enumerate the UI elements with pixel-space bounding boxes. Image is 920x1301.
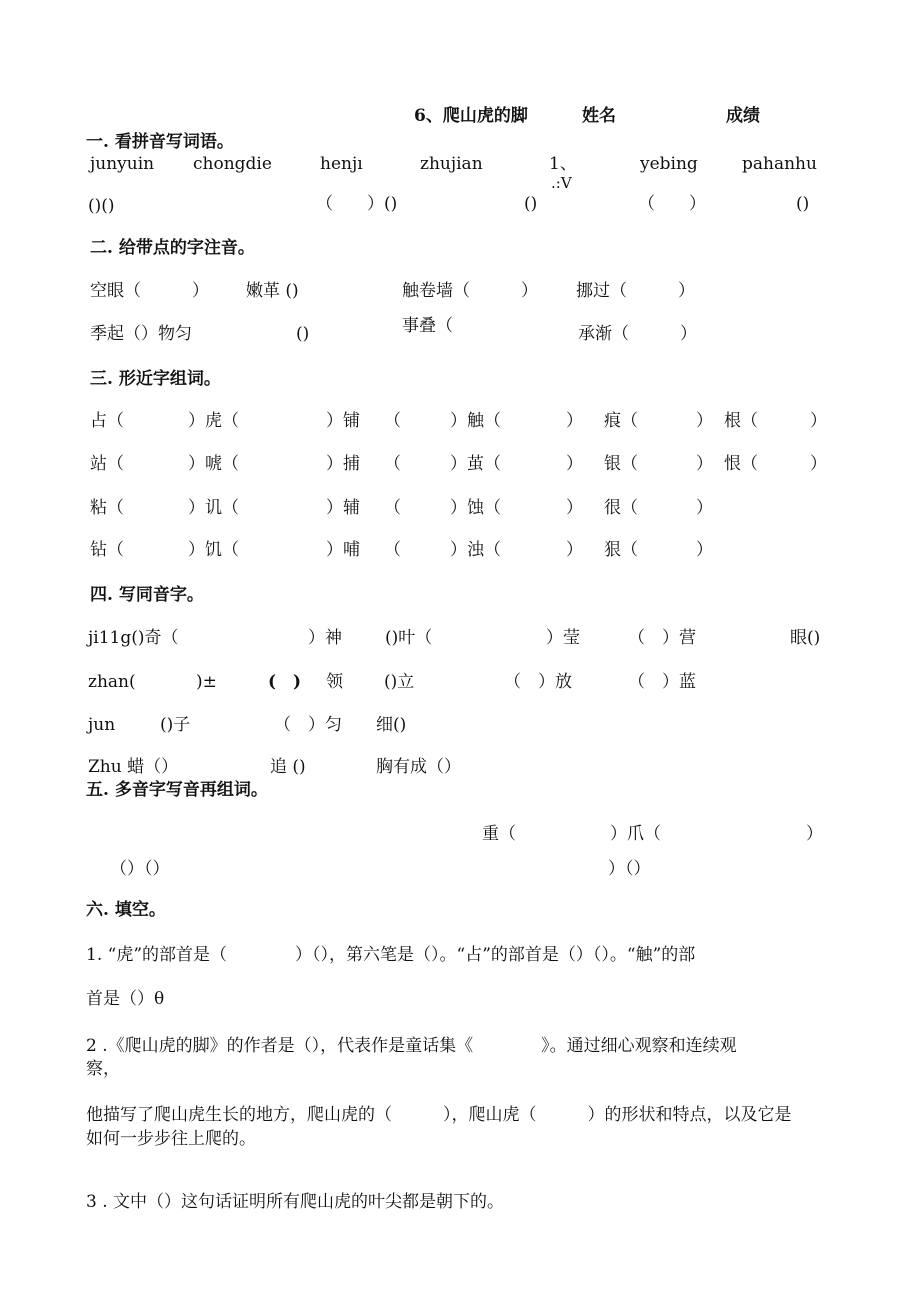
s2-item: () [296, 324, 310, 344]
answer-blank-2: （ ）() [316, 194, 398, 214]
stray-mark: .:V [551, 174, 572, 192]
s3-cell: ） [566, 411, 583, 431]
s4-item: ()子 [160, 715, 191, 735]
s4-item: 领 [326, 672, 343, 692]
s3-cell: ）蚀（ [450, 498, 501, 518]
pinyin-5: 1、 [549, 154, 577, 174]
s3-cell: 狠（ [604, 540, 638, 560]
s2-item: 嫩革 () [246, 281, 299, 301]
s2-item: 事叠（ [402, 316, 453, 336]
pinyin-7: pahanhu [742, 154, 817, 174]
s4-item: （ ）匀 [274, 715, 342, 735]
s2-item: 空眼（ ） [90, 281, 209, 301]
s4-item: ）莹 [546, 628, 580, 648]
s2-item: 承渐（ ） [578, 324, 697, 344]
score-label: 成绩 [726, 106, 760, 126]
s3-cell: 很（ [604, 498, 638, 518]
s5-item: ） [806, 824, 823, 844]
question-2-line-1: 2 .《爬山虎的脚》的作者是（），代表作是童话集《 》。通过细心观察和连续观 [86, 1036, 737, 1056]
pinyin-1: junyuin [90, 154, 155, 174]
question-2-line-3: 他描写了爬山虎生长的地方，爬山虎的（ ），爬山虎（ ）的形状和特点，以及它是 [86, 1105, 792, 1125]
s4-item: （ ）放 [504, 672, 572, 692]
pinyin-2: chongdie [193, 154, 272, 174]
section-4-heading: 四. 写同音字。 [90, 585, 204, 605]
s3-cell: 根（ [724, 411, 758, 431]
s3-cell: ） [566, 540, 583, 560]
s3-cell: ）捕 [326, 454, 360, 474]
section-3-heading: 三. 形近字组词。 [90, 369, 221, 389]
answer-blank-4: （ ） [638, 194, 706, 214]
s3-cell: ）浊（ [450, 540, 501, 560]
answer-blank-5: () [796, 194, 810, 214]
answer-blank-3: () [524, 194, 538, 214]
s3-cell: （ [384, 454, 401, 474]
s4-item: jun [88, 715, 116, 735]
question-2-line-2: 察， [86, 1059, 120, 1079]
s5-item: ）爪（ [610, 824, 661, 844]
s4-item: ( ) [268, 672, 302, 692]
s3-cell: ）讥（ [188, 498, 239, 518]
s3-cell: ）哺 [326, 540, 360, 560]
s4-item: 追 () [270, 757, 306, 777]
s2-item: 季起（）物匀 [90, 324, 192, 344]
s3-cell: ）饥（ [188, 540, 239, 560]
pinyin-6: yebing [640, 154, 698, 174]
s3-cell: （ [384, 540, 401, 560]
s3-cell: ）触（ [450, 411, 501, 431]
s3-cell: ）唬（ [188, 454, 239, 474]
question-3: 3 . 文中（）这句话证明所有爬山虎的叶尖都是朝下的。 [86, 1192, 505, 1212]
s3-cell: ） [696, 540, 713, 560]
s4-item: （ ）营 [628, 628, 696, 648]
s4-item: zhan( [88, 672, 136, 692]
s3-cell: 粘（ [90, 498, 124, 518]
s3-cell: 痕（ [604, 411, 638, 431]
s3-cell: ）茧（ [450, 454, 501, 474]
name-label: 姓名 [582, 106, 616, 126]
section-2-heading: 二. 给带点的字注音。 [90, 238, 255, 258]
s3-cell: ）辅 [326, 498, 360, 518]
s3-cell: 钻（ [90, 540, 124, 560]
pinyin-3: henjı [320, 154, 363, 174]
s4-item: ）神 [308, 628, 342, 648]
s3-cell: ）铺 [326, 411, 360, 431]
s4-item: 细() [376, 715, 407, 735]
s3-cell: 银（ [604, 454, 638, 474]
s4-item: ji11g()奇（ [88, 628, 179, 648]
s3-cell: 站（ [90, 454, 124, 474]
s4-item: 胸有成（） [376, 757, 461, 777]
s3-cell: ） [566, 454, 583, 474]
s3-cell: ） [566, 498, 583, 518]
question-2-line-4: 如何一步步往上爬的。 [86, 1129, 256, 1149]
s2-item: 挪过（ ） [576, 281, 695, 301]
s3-cell: （ [384, 498, 401, 518]
s4-item: )± [196, 672, 217, 692]
s3-cell: ）虎（ [188, 411, 239, 431]
section-6-heading: 六. 填空。 [86, 900, 166, 920]
s4-item: ()立 [384, 672, 415, 692]
section-1-heading: 一. 看拼音写词语。 [86, 132, 234, 152]
s3-cell: ） [810, 411, 827, 431]
section-5-heading: 五. 多音字写音再组词。 [86, 780, 268, 800]
answer-blank-1: ()() [88, 196, 115, 216]
pinyin-4: zhujian [420, 154, 483, 174]
s2-item: 触卷墙（ ） [402, 281, 538, 301]
s3-cell: ） [696, 454, 713, 474]
s4-item: Zhu 蜡（） [88, 757, 179, 777]
page-title: 6、爬山虎的脚 [414, 106, 528, 126]
s4-item: （ ）蓝 [628, 672, 696, 692]
question-1-line-1: 1. “虎”的部首是（ ）（），第六笔是（）。“占”的部首是（）（）。“触”的部 [86, 945, 696, 965]
s3-cell: （ [384, 411, 401, 431]
s5-item: （）（） [110, 859, 170, 879]
s3-cell: ） [696, 498, 713, 518]
question-1-line-2: 首是（）θ [86, 989, 165, 1009]
s5-item: 重（ [482, 824, 516, 844]
s5-item: ）（） [608, 859, 651, 879]
s3-cell: ） [810, 454, 827, 474]
s3-cell: ） [696, 411, 713, 431]
s3-cell: 占（ [90, 411, 124, 431]
s4-item: ()叶（ [385, 628, 433, 648]
s4-item: 眼() [790, 628, 821, 648]
s3-cell: 恨（ [724, 454, 758, 474]
